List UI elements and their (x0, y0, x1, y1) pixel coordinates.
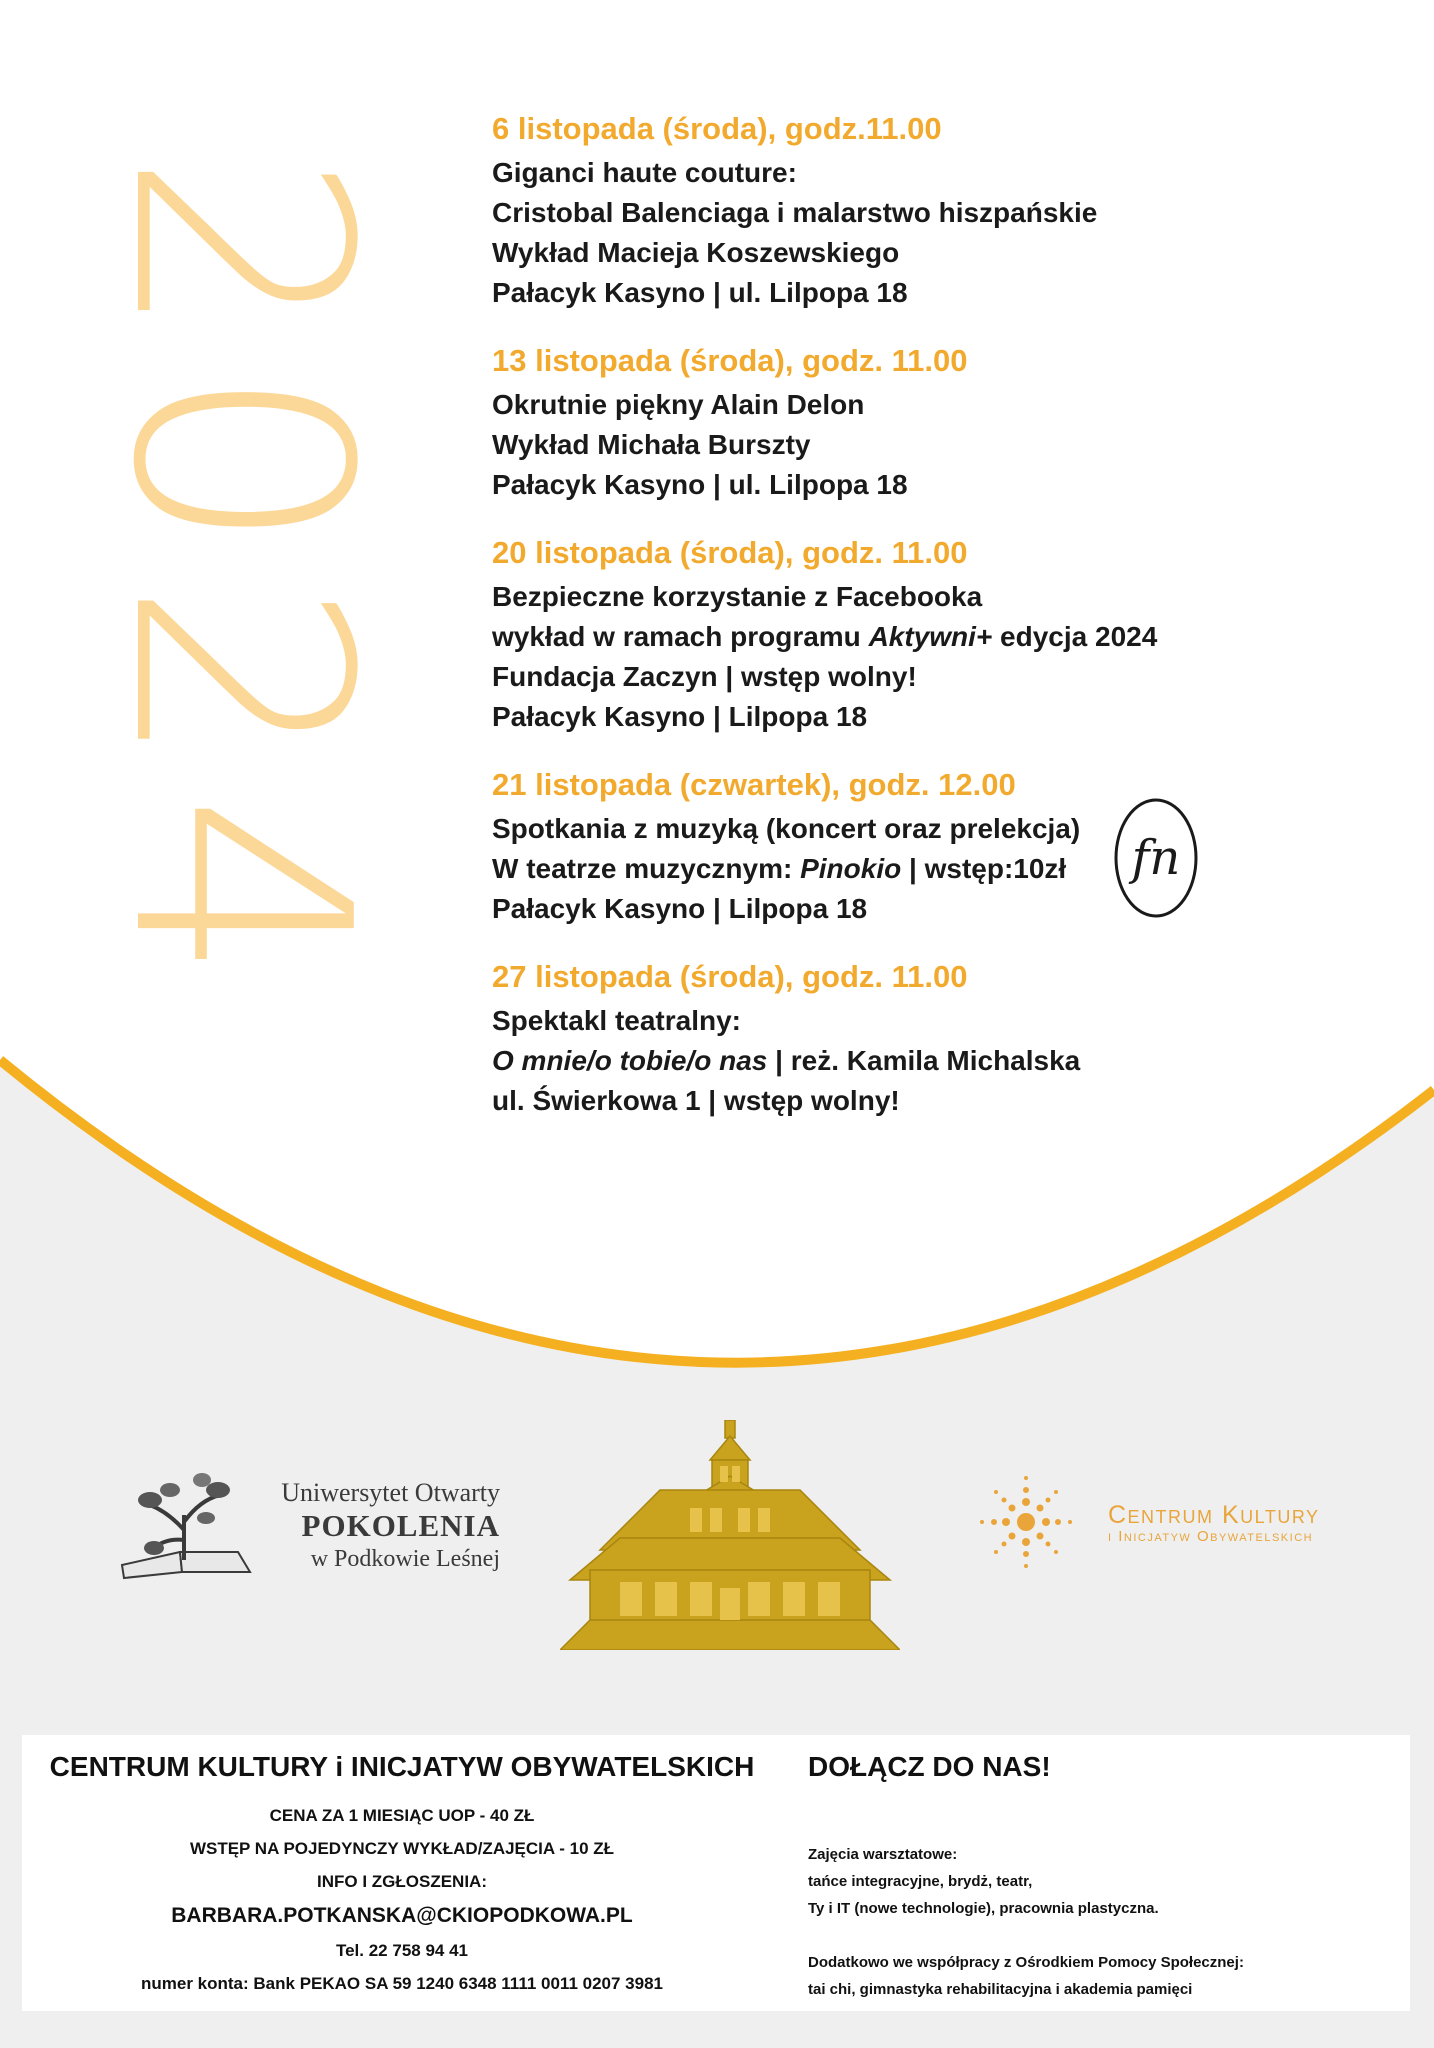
footer-contact (22, 1735, 782, 2000)
event-5 (492, 953, 1252, 1121)
bank-account: numer konta: Bank PEKAO SA 59 1240 6348 1111 0011 0207 3981 (141, 1974, 663, 1993)
text-part: edycja 2024 (992, 621, 1158, 652)
events-list (492, 105, 1252, 1145)
join-us-section (808, 1735, 1388, 2003)
play-name: O mnie/o tobie/o nas (492, 1045, 768, 1076)
join-title: DOŁĄCZ DO NAS! (808, 1751, 1051, 1782)
join-body (808, 1841, 1388, 2003)
spacer (808, 1922, 1388, 1949)
event-title: Spektakl teatralny: (492, 1005, 741, 1036)
footer-info-box (22, 1735, 1410, 2011)
event-date: 13 listopada (środa), godz. 11.00 (492, 343, 968, 378)
workshops-line: Ty i IT (nowe technologie), pracownia plastyczna. (808, 1900, 1159, 1917)
event-location: Pałacyk Kasyno | ul. Lilpopa 18 (492, 277, 908, 308)
event-title: Okrutnie piękny Alain Delon (492, 389, 865, 420)
tree-book-icon (110, 1460, 260, 1580)
uo-logo-text (250, 1478, 500, 1574)
event-date: 21 listopada (czwartek), godz. 12.00 (492, 767, 1016, 802)
extra-line: Dodatkowo we współpracy z Ośrodkiem Pomocy Społecznej: (808, 1954, 1244, 1971)
year-vertical: 2024 (68, 151, 413, 1009)
footer-title: CENTRUM KULTURY i INICJATYW OBYWATELSKICH (49, 1751, 755, 1782)
event-title: Bezpieczne korzystanie z Facebooka (492, 581, 983, 612)
event-line: Cristobal Balenciaga i malarstwo hiszpańskie (492, 197, 1098, 228)
event-location: Pałacyk Kasyno | Lilpopa 18 (492, 701, 868, 732)
event-title: Giganci haute couture: (492, 157, 797, 188)
event-location: Pałacyk Kasyno | Lilpopa 18 (492, 893, 868, 924)
extra-line: tai chi, gimnastyka rehabilitacyjna i akademia pamięci (808, 1981, 1193, 1998)
event-date: 6 listopada (środa), godz.11.00 (492, 111, 942, 146)
event-1 (492, 105, 1252, 313)
event-line: Fundacja Zaczyn | wstęp wolny! (492, 661, 917, 692)
event-date: 27 listopada (środa), godz. 11.00 (492, 959, 968, 994)
ck-logo-text (1108, 1502, 1320, 1546)
sun-dots-icon (960, 1460, 1100, 1590)
text-part: W teatrze muzycznym: (492, 853, 801, 884)
price-month: CENA ZA 1 MIESIĄC UOP - 40 ZŁ (269, 1806, 535, 1825)
text-part: wykład w ramach programu (492, 621, 869, 652)
event-location: Pałacyk Kasyno | ul. Lilpopa 18 (492, 469, 908, 500)
uo-line1: Uniwersytet Otwarty (281, 1478, 500, 1507)
uo-line3: w Podkowie Leśnej (310, 1546, 500, 1572)
workshops-label: Zajęcia warsztatowe: (808, 1846, 958, 1863)
uo-line2: POKOLENIA (301, 1508, 500, 1543)
text-part: | reż. Kamila Michalska (767, 1045, 1081, 1076)
phone-number: Tel. 22 758 94 41 (335, 1941, 468, 1960)
event-line (492, 617, 1252, 657)
text-part: | wstęp:10zł (901, 853, 1067, 884)
program-name: Aktywni+ (868, 621, 993, 652)
info-label: INFO I ZGŁOSZENIA: (317, 1872, 487, 1891)
ck-line2: i Inicjatyw Obywatelskich (1108, 1528, 1314, 1545)
ck-logo (960, 1460, 1360, 1590)
fn-logo-icon (1113, 796, 1199, 920)
ck-line1: Centrum Kultury (1108, 1501, 1320, 1529)
event-2 (492, 337, 1252, 505)
footer-info (22, 1799, 782, 2000)
event-date: 20 listopada (środa), godz. 11.00 (492, 535, 968, 570)
event-line (492, 1041, 1252, 1081)
event-3 (492, 529, 1252, 737)
play-name: Pinokio (800, 853, 902, 884)
uo-logo (110, 1460, 510, 1580)
price-single: WSTĘP NA POJEDYNCZY WYKŁAD/ZAJĘCIA - 10 ZŁ (189, 1839, 615, 1858)
workshops-line: tańce integracyjne, brydż, teatr, (808, 1873, 1033, 1890)
event-line: Wykład Michała Burszty (492, 429, 811, 460)
fn-logo-text: fn (1131, 830, 1181, 886)
event-location: ul. Świerkowa 1 | wstęp wolny! (492, 1085, 900, 1116)
email-address[interactable]: BARBARA.POTKANSKA@CKIOPODKOWA.PL (171, 1904, 633, 1927)
event-title: Spotkania z muzyką (koncert oraz prelekcja) (492, 813, 1081, 844)
event-line: Wykład Macieja Koszewskiego (492, 237, 900, 268)
palace-building-icon (560, 1420, 900, 1650)
